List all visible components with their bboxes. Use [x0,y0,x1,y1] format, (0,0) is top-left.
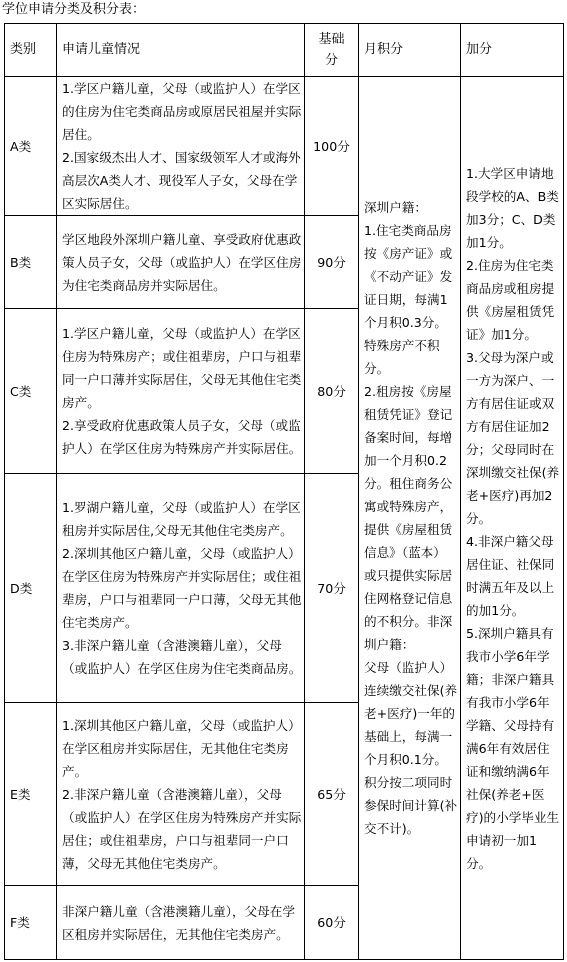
bonus-text: 2.住房为住宅类商品房或租房提供《房屋租赁凭证》加1分。 [466,257,555,342]
base-score-cell: 100分 [305,77,359,216]
bonus-text: 1.大学区申请地段学校的A、B类加3分；C、D类加1分。 [466,165,559,250]
condition-text: 2.国家级杰出人才、国家级领军人才或海外高层次A类人才、现役军人子女，父母在学区实际居住。 [62,150,301,211]
header-bonus: 加分 [461,24,564,77]
condition-cell [57,703,305,886]
bonus-text: 3.父母为深户或一方为深户、一方有居住证或双方有居住证加2分；父母同时在深圳缴交社保(养老+医疗)再加2分。 [466,349,560,526]
header-monthly: 月积分 [359,24,461,77]
table-caption: 学位申请分类及积分表： [2,2,146,17]
base-score-cell: 70分 [305,474,359,703]
bonus-text: 4.非深户籍父母居住证、社保同时满五年及以上的加1分。 [466,533,555,618]
monthly-text: 父母（监护人）连续缴交社保(养老+医疗)一年的基础上，每满一个月积0.1分。积分按二项同时参保时间计算(补交不计)。 [364,660,458,836]
condition-cell [57,309,305,474]
category-cell: C类 [5,309,57,474]
points-table [4,23,564,960]
bonus-points-cell [461,77,564,960]
bonus-text: 5.深圳户籍具有我市小学6年学籍；非深户籍具有我市小学6年学籍、父母持有满6年有效居住证和缴纳满6年社保(养老+医疗)的小学毕业生申请初一加1分。 [466,625,560,871]
monthly-points-cell [359,77,461,960]
category-cell: E类 [5,703,57,886]
category-cell: B类 [5,216,57,309]
base-score-cell: 60分 [305,886,359,960]
condition-text: 2.非深户籍儿童（含港澳籍儿童），父母（或监护人）在学区住房为特殊房产并实际居住；或住祖辈房，户口与祖辈同一户口薄，父母无其他住宅类房产。 [62,786,302,871]
condition-cell [57,216,305,309]
base-score-cell: 80分 [305,309,359,474]
condition-text: 2.享受政府优惠政策人员子女，父母（或监护人）在学区住房为特殊房产并实际居住。 [62,418,302,456]
base-score-cell: 90分 [305,216,359,309]
header-base: 基础 分 [305,24,359,77]
condition-text: 1.学区户籍儿童，父母（或监护人）在学区住房为特殊房产；或住祖辈房，户口与祖辈同一户口薄并实际居住，父母无其他住宅类房产。 [62,326,302,410]
monthly-text: 2.租房按《房屋租赁凭证》登记备案时间，每增加一个月积0.2分。租住商务公寓或特殊房产，提供《房屋租赁信息》（蓝本）或只提供实际居住网格登记信息的不积分。非深圳户籍： [364,384,453,652]
condition-text: 学区地段外深圳户籍儿童、享受政府优惠政策人员子女，父母（或监护人）在学区住房为住宅类商品房并实际居住。 [62,231,302,293]
category-cell: A类 [5,77,57,216]
header-condition: 申请儿童情况 [57,24,305,77]
table-row [5,77,564,216]
header-row [5,24,564,77]
monthly-text: 1.住宅类商品房按《房产证》或《不动产证》发证日期，每满1个月积0.3分。特殊房产不积分。 [364,223,453,376]
monthly-text: 深圳户籍： [364,200,427,215]
base-score-cell: 65分 [305,703,359,886]
category-cell: D类 [5,474,57,703]
condition-cell [57,474,305,703]
condition-text: 3.非深户籍儿童（含港澳籍儿童），父母（或监护人）在学区住房为住宅类商品房。 [62,638,302,676]
category-cell: F类 [5,886,57,960]
condition-cell [57,77,305,216]
condition-text: 1.学区户籍儿童，父母（或监护人）在学区的住房为住宅类商品房或原居民祖屋并实际居住。 [62,81,302,142]
header-category: 类别 [5,24,57,77]
condition-cell [57,886,305,960]
condition-text: 1.罗湖户籍儿童，父母（或监护人）在学区租房并实际居住,父母无其他住宅类房产。 [62,500,301,538]
condition-text: 1.深圳其他区户籍儿童，父母（或监护人）在学区租房并实际居住，无其他住宅类房产。 [62,717,301,779]
condition-text: 非深户籍儿童（含港澳籍儿童），父母在学区租房并实际居住，无其他住宅类房产。 [62,903,295,942]
condition-text: 2.深圳其他区户籍儿童，父母（或监护人）在学区住房为特殊房产并实际居住；或住祖辈房，户口与祖辈同一户口薄，父母无其他住宅类房产。 [62,546,302,630]
